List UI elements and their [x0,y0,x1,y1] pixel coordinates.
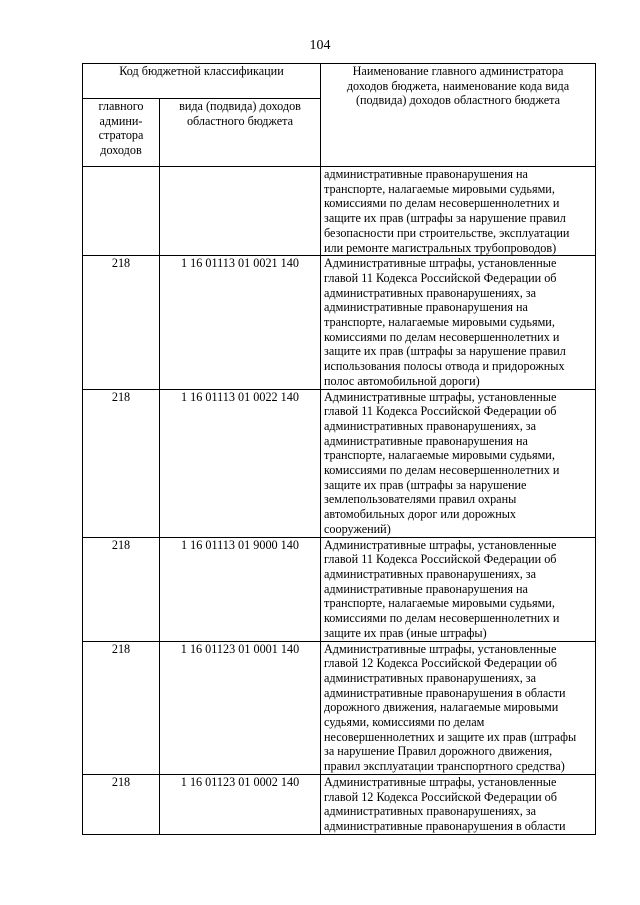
description-line: защите их прав (штрафы за нарушение правил [324,211,566,226]
header-name-column [321,64,596,167]
description-cell [321,774,596,834]
description-line: главой 12 Кодекса Российской Федерации об [324,789,557,804]
description-line: транспорте, налагаемые мировыми судьями, [324,596,555,611]
description-cell [321,389,596,537]
description-line: административные правонарушения в области [324,685,566,700]
header-code-group: Код бюджетной классификации [83,64,321,99]
admin-code-cell: 218 [83,256,160,389]
description-line: защите их прав (иные штрафы) [324,625,487,640]
description-line: защите их прав (штрафы за нарушение [324,477,527,492]
description-line: административные правонарушения в области [324,818,566,833]
description-line: сооружений) [324,521,391,536]
description-line: главой 12 Кодекса Российской Федерации об [324,656,557,671]
description-line: административных правонарушениях, за [324,285,537,300]
description-line: транспорте, налагаемые мировыми судьями, [324,181,555,196]
admin-code-cell: 218 [83,641,160,774]
table-row [83,167,596,256]
description-line: административные правонарушения на [324,167,528,181]
table-row [83,389,596,537]
budget-classification-table [82,63,596,835]
table-row [83,537,596,641]
income-code-cell: 1 16 01113 01 0021 140 [160,256,321,389]
header-code-column [160,99,321,167]
header-name-line: доходов бюджета, наименование кода вида [346,78,570,93]
description-line: административные правонарушения на [324,300,528,315]
header-name-line: Наименование главного администратора [352,64,564,78]
income-code-cell: 1 16 01113 01 9000 140 [160,537,321,641]
table-row [83,256,596,389]
page-number: 104 [309,38,331,53]
description-line: Административные штрафы, установленные [324,389,557,404]
header-name-line: (подвида) доходов областного бюджета [355,93,561,108]
description-line: комиссиями по делам несовершеннолетних и [324,611,560,626]
header-admin-column [83,99,160,167]
income-code-cell: 1 16 01123 01 0001 140 [160,641,321,774]
description-cell [321,256,596,389]
description-line: главой 11 Кодекса Российской Федерации об [324,270,557,285]
header-admin-line: стратора [98,128,144,143]
income-code-cell: 1 16 01123 01 0002 140 [160,774,321,834]
description-cell [321,537,596,641]
description-line: административных правонарушениях, за [324,418,537,433]
description-cell [321,167,596,256]
description-line: комиссиями по делам несовершеннолетних и [324,196,560,211]
description-cell [321,641,596,774]
admin-code-cell: 218 [83,537,160,641]
header-admin-line: доходов [100,143,142,158]
description-line: транспорте, налагаемые мировыми судьями, [324,448,555,463]
description-line: главой 11 Кодекса Российской Федерации об [324,552,557,567]
header-admin-line: главного [98,99,144,113]
header-admin-line: админи- [99,113,143,128]
table-row [83,774,596,834]
table-body [83,167,596,835]
description-line: административных правонарушениях, за [324,566,537,581]
description-line: землепользователями правил охраны [324,492,517,507]
description-line: судьями, комиссиями по делам [324,715,485,730]
description-line: использования полосы отвода и придорожных [324,359,565,374]
description-line: комиссиями по делам несовершеннолетних и [324,329,560,344]
description-line: административные правонарушения на [324,433,528,448]
description-line: Административные штрафы, установленные [324,641,557,656]
description-line: главой 11 Кодекса Российской Федерации об [324,404,557,419]
header-code-line: вида (подвида) доходов [179,99,301,113]
table-row [83,641,596,774]
admin-code-cell [83,167,160,256]
income-code-cell: 1 16 01113 01 0022 140 [160,389,321,537]
description-line: Административные штрафы, установленные [324,774,557,789]
description-line: административные правонарушения на [324,581,528,596]
description-line: дорожного движения, налагаемые мировыми [324,700,559,715]
table-header [83,64,596,167]
description-line: административных правонарушениях, за [324,670,537,685]
description-line: Административные штрафы, установленные [324,537,557,552]
description-line: полос автомобильной дороги) [324,373,480,388]
description-line: комиссиями по делам несовершеннолетних и [324,463,560,478]
description-line: или ремонте магистральных трубопроводов) [324,240,557,255]
description-line: безопасности при строительстве, эксплуатации [324,225,570,240]
description-line: Административные штрафы, установленные [324,256,557,271]
admin-code-cell: 218 [83,389,160,537]
description-line: правил эксплуатации транспортного средства) [324,759,565,774]
description-line: защите их прав (штрафы за нарушение правил [324,344,566,359]
description-line: несовершеннолетних и защите их прав (штрафы [324,729,577,744]
income-code-cell [160,167,321,256]
header-code-line: областного бюджета [186,113,294,128]
description-line: автомобильных дорог или дорожных [324,507,517,522]
description-line: за нарушение Правил дорожного движения, [324,744,553,759]
admin-code-cell: 218 [83,774,160,834]
description-line: транспорте, налагаемые мировыми судьями, [324,315,555,330]
description-line: административных правонарушениях, за [324,804,537,819]
